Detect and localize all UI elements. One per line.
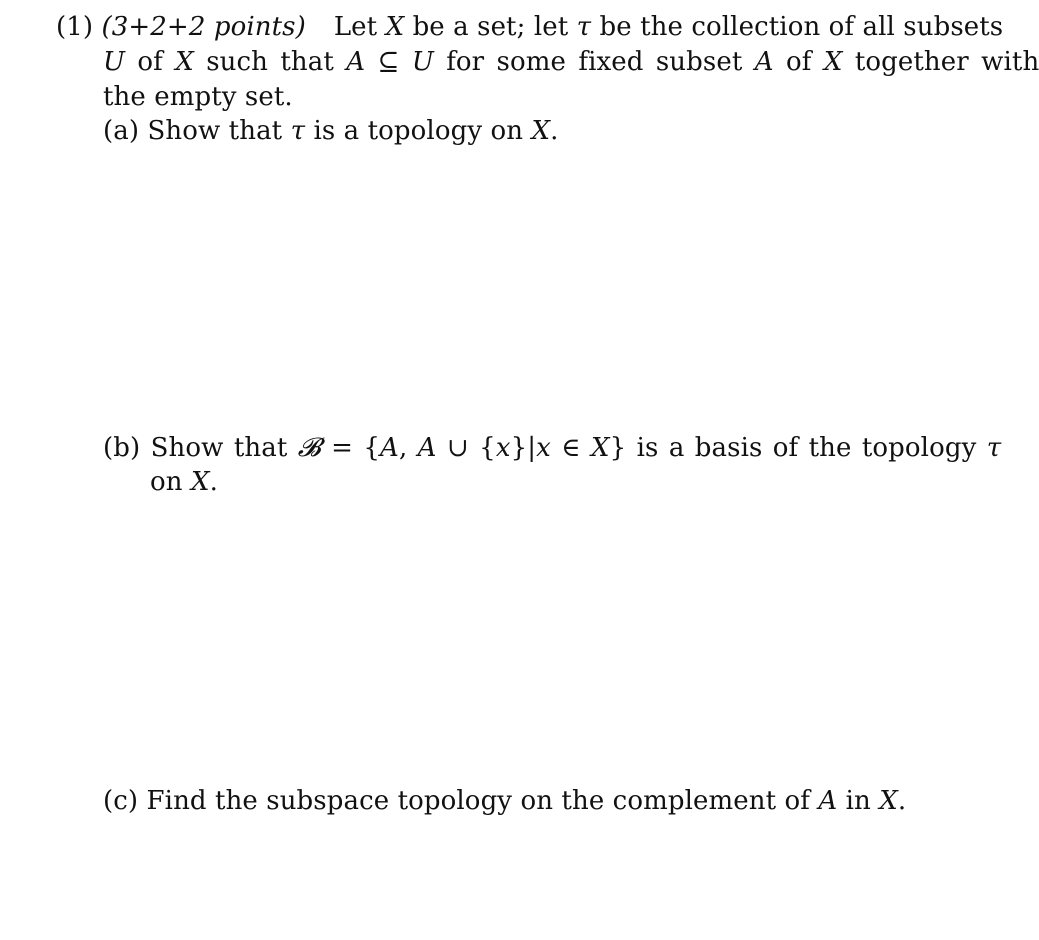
intro-var-x-3: X	[823, 47, 843, 77]
problem-number: (1)	[56, 12, 94, 42]
intro-var-u-2: U	[411, 47, 434, 77]
part-b-var-x-lower: x	[495, 433, 511, 463]
part-b-close: }	[609, 433, 627, 463]
part-b-line-2	[150, 465, 218, 499]
part-b-var-x-2: X	[190, 467, 210, 497]
intro-text-6: for some fixed subset	[433, 47, 755, 77]
intro-var-a-2: A	[754, 47, 774, 77]
part-b-bar: }|	[510, 433, 537, 463]
part-b-in: ∈	[550, 433, 591, 463]
part-a	[103, 114, 558, 148]
part-b-var-x: X	[590, 433, 610, 463]
part-c	[103, 784, 906, 818]
part-b-var-x-lower-2: x	[536, 433, 551, 463]
part-c-prefix: (c) Find the subspace topology on the complement of	[103, 786, 819, 816]
part-b-comma: ,	[398, 433, 418, 463]
part-b-on: on	[150, 467, 191, 497]
part-b-mid: is a basis of the topology	[626, 433, 987, 463]
intro-tau: τ	[576, 12, 592, 42]
part-a-mid: is a topology on	[305, 116, 532, 146]
part-a-end: .	[550, 116, 559, 146]
intro-var-a: A	[346, 47, 366, 77]
intro-var-u: U	[103, 47, 126, 77]
part-b-eq: = {	[320, 433, 381, 463]
part-b-basis-symbol: 𝓑	[297, 433, 321, 463]
part-a-prefix: (a) Show that	[103, 116, 291, 146]
intro-text-2: be a set; let	[404, 12, 577, 42]
intro-subseteq: ⊆	[365, 47, 412, 77]
intro-text-5: such that	[193, 47, 347, 77]
part-a-tau: τ	[290, 116, 306, 146]
part-c-var-a: A	[818, 786, 838, 816]
part-c-end: .	[897, 786, 907, 816]
intro-text-8: together with	[842, 47, 1039, 77]
problem-line-1	[56, 10, 1003, 44]
part-b-prefix: (b) Show that	[103, 433, 298, 463]
part-b-cup: ∪ {	[436, 433, 496, 463]
intro-text-7: of	[773, 47, 824, 77]
intro-text-3: be the collection of all subsets	[591, 12, 1004, 42]
part-c-var-x: X	[879, 786, 898, 816]
part-b-tau: τ	[986, 433, 1002, 463]
part-b-end: .	[209, 467, 218, 497]
part-a-var-x: X	[531, 116, 551, 146]
intro-text-9: the empty set.	[103, 82, 293, 112]
problem-points: (3+2+2 points)	[101, 12, 306, 42]
intro-var-x-2: X	[175, 47, 194, 77]
part-c-mid: in	[837, 786, 880, 816]
intro-text-1: Let	[333, 12, 386, 42]
problem-line-3	[103, 80, 293, 114]
part-b-line-1	[103, 431, 1001, 465]
intro-text-4: of	[125, 47, 176, 77]
intro-var-x: X	[385, 12, 405, 42]
problem-line-2	[103, 45, 1039, 79]
part-b-var-a: A	[380, 433, 399, 463]
part-b-var-a-2: A	[417, 433, 437, 463]
